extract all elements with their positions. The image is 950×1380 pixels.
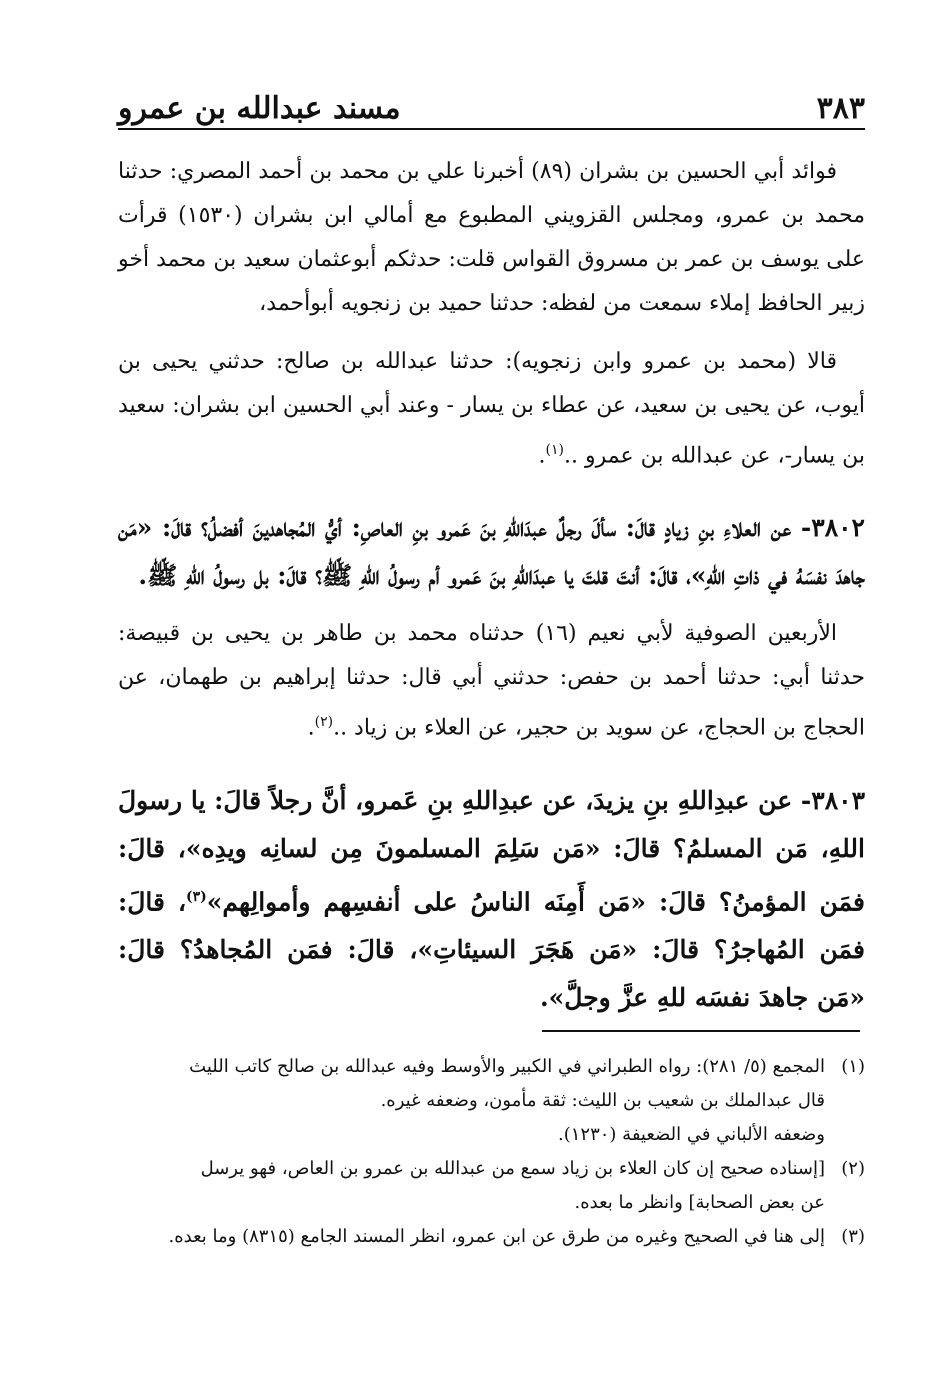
hadith-number: ٣٨٠٣- xyxy=(800,785,865,815)
hadith-text-part-2: ، قالَ: فمَن المُهاجرُ؟ قالَ: «مَن هَجَرَ السيئاتِ»، قالَ: فمَن المُجاهدُ؟ قالَ: «مَن جاهدَ نفسَه للهِ عزَّ وجلَّ». xyxy=(118,886,865,1012)
footnote-number: (٣) xyxy=(841,1226,865,1247)
footnotes xyxy=(118,1050,865,1254)
source-paragraph-3-text: الأربعين الصوفية لأبي نعيم (١٦) حدثناه محمد بن طاهر بن يحيى بن قبيصة: حدثنا أبي: حدثنا أحمد بن حفص: حدثني أبي قال: حدثنا إبراهيم بن طهمان، عن الحجاج بن الحجاج، عن سويد بن حجير، عن العلاء بن زياد .. xyxy=(118,621,865,741)
source-paragraph-2-text: قالا (محمد بن عمرو وابن زنجويه): حدثنا عبدالله بن صالح: حدثني يحيى بن أيوب، عن يحيى بن سعيد، عن عطاء بن يسار - وعند أبي الحسين ابن بشران: سعيد بن يسار-، عن عبدالله بن عمرو .. xyxy=(118,349,865,469)
footnote-line: عن بعض الصحابة] وانظر ما بعده. xyxy=(574,1192,825,1213)
footnote-number: (٢) xyxy=(841,1158,865,1179)
footnote-line: [إسناده صحيح إن كان العلاء بن زياد سمع من عبدالله بن عمرو بن العاص، فهو يرسل xyxy=(200,1158,825,1179)
footnote-1 xyxy=(118,1050,865,1152)
page-number: ٣٨٣ xyxy=(816,91,865,126)
hadith-text: عن العلاءِ بنِ زيادٍ قالَ: سألَ رجلٌ عبدَاللهِ بنَ عَمرو بنِ العاصِ: أيُّ المُجاهدينَ أفضلُ؟ قالَ: «مَن جاهدَ نفسَهُ في ذاتِ اللهِ»، قالَ: أنتَ قلتَ يا عبدَاللهِ بنَ عَمرو أم رسولُ اللهِ ﷺ؟ قالَ: بل رسولُ اللهِ ﷺ. xyxy=(118,513,865,591)
hadith-number: ٣٨٠٢- xyxy=(800,513,865,543)
footnote-3 xyxy=(118,1220,865,1254)
footnote-ref-2[interactable]: (٢) xyxy=(314,714,334,731)
running-title: مسند عبدالله بن عمرو xyxy=(118,91,401,126)
footnote-number: (١) xyxy=(841,1056,865,1077)
footnote-line: إلى هنا في الصحيح وغيره من طرق عن ابن عمرو، انظر المسند الجامع (٨٣١٥) وما بعده. xyxy=(168,1226,825,1247)
footnote-ref-1[interactable]: (١) xyxy=(545,442,564,458)
hadith-3803 xyxy=(118,777,865,1022)
source-paragraph-3: الأربعين الصوفية لأبي نعيم (١٦) حدثناه محمد بن طاهر بن يحيى بن قبيصة: حدثنا أبي: حدثنا أحمد بن حفص: حدثني أبي قال: حدثنا إبراهيم بن طهمان، عن الحجاج بن الحجاج، عن سويد بن حجير، عن العلاء بن زياد ..$^{(٢)}$. xyxy=(118,621,865,741)
footnote-line: وضعفه الألباني في الضعيفة (١٢٣٠). xyxy=(558,1124,825,1145)
hadith-3802 xyxy=(118,504,865,600)
source-paragraph-1: فوائد أبي الحسين بن بشران (٨٩) أخبرنا علي بن محمد بن أحمد المصري: حدثنا محمد بن عمرو، ومجلس القزويني المطبوع مع أمالي ابن بشران (١٥٣٠) قرأت على يوسف بن عمر بن مسروق القواس قلت: حدثكم أبوعثمان سعيد بن محمد أخو زبير الحافظ إملاء سمعت من لفظه: حدثنا حميد بن زنجويه أبوأحمد، xyxy=(118,159,865,316)
footnote-line: قال عبدالملك بن شعيب بن الليث: ثقة مأمون، وضعفه غيره. xyxy=(380,1090,825,1111)
page-body xyxy=(118,150,865,1034)
page-header xyxy=(118,82,865,130)
hadith-text-part-1: عن عبدِاللهِ بنِ يزيدَ، عن عبدِاللهِ بنِ عَمرو، أنَّ رجلاً قالَ: يا رسولَ اللهِ، مَن المسلمُ؟ قالَ: «مَن سَلِمَ المسلمونَ مِن لسانِه ويدِه»، قالَ: فمَن المؤمنُ؟ قالَ: «مَن أَمِنَه الناسُ على أنفسِهم وأموالِهم» xyxy=(118,785,865,916)
footnote-line: المجمع (٥/ ٢٨١): رواه الطبراني في الكبير والأوسط وفيه عبدالله بن صالح كاتب الليث xyxy=(189,1056,825,1077)
footnote-ref-3[interactable]: (٣) xyxy=(186,888,207,905)
source-paragraph-2: قالا (محمد بن عمرو وابن زنجويه): حدثنا عبدالله بن صالح: حدثني يحيى بن أيوب، عن يحيى بن سعيد، عن عطاء بن يسار - وعند أبي الحسين ابن بشران: سعيد بن يسار-، عن عبدالله بن عمرو ..$^{(١)}$. xyxy=(118,349,865,469)
footnote-separator xyxy=(542,1030,860,1032)
footnote-2 xyxy=(118,1152,865,1220)
